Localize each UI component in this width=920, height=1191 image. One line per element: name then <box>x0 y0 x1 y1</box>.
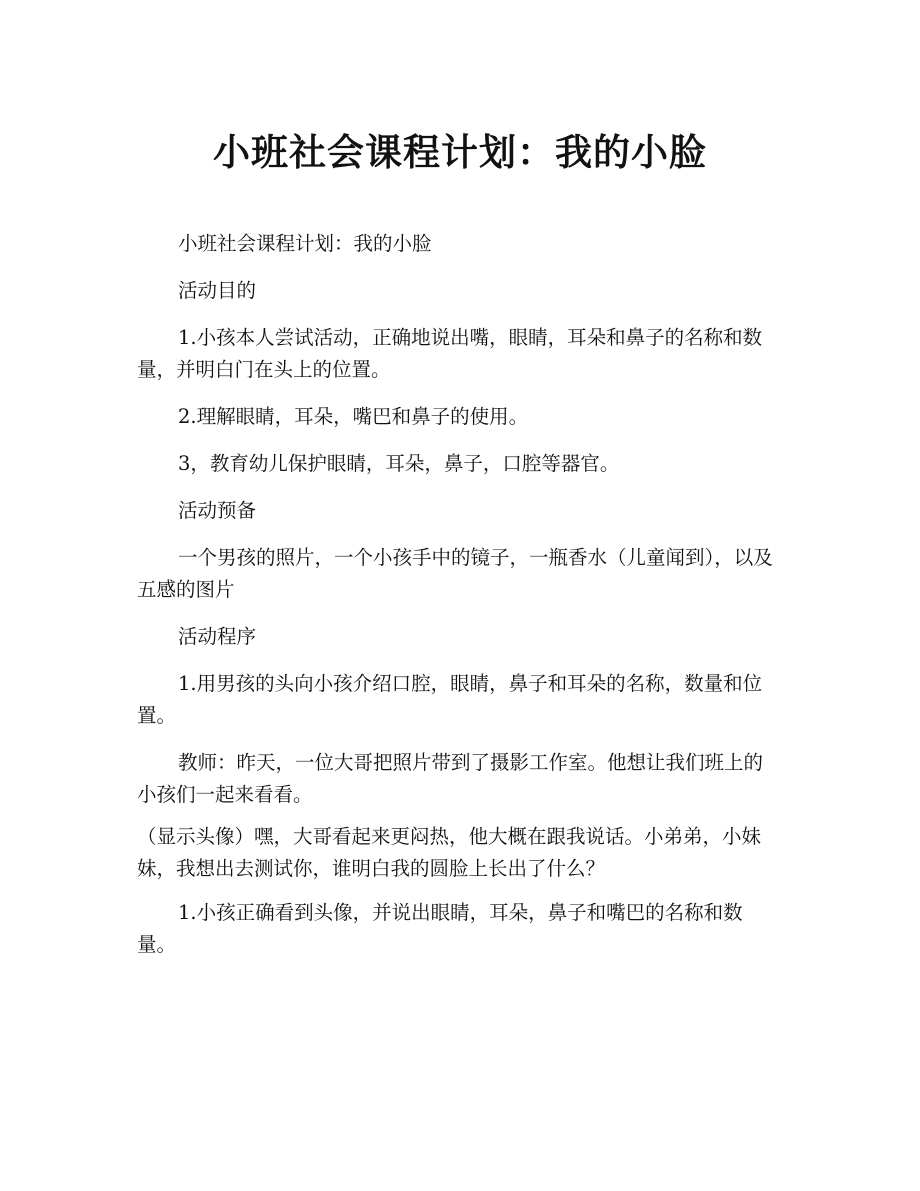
paragraph-goal-1: 1.小孩本人尝试活动，正确地说出嘴，眼睛，耳朵和鼻子的名称和数量，并明白门在头上的位置。 <box>137 326 763 381</box>
heading-activity-preparation: 活动预备 <box>178 499 257 522</box>
paragraph-preparation: 一个男孩的照片，一个小孩手中的镜子，一瓶香水（儿童闻到），以及五感的图片 <box>137 546 773 601</box>
document-title: 小班社会课程计划：我的小脸 <box>213 130 707 174</box>
paragraph-subtitle: 小班社会课程计划：我的小脸 <box>178 232 432 255</box>
paragraph-goal-3: 3，教育幼儿保护眼睛，耳朵，鼻子，口腔等器官。 <box>178 452 620 475</box>
heading-activity-procedure: 活动程序 <box>178 625 257 648</box>
paragraph-goal-2: 2.理解眼睛，耳朵，嘴巴和鼻子的使用。 <box>178 405 529 428</box>
paragraph-show-avatar: （显示头像）嘿，大哥看起来更闷热，他大概在跟我说话。小弟弟，小妹妹，我想出去测试你，谁明白我的圆脸上长出了什么？ <box>137 825 762 880</box>
document-body <box>137 228 777 976</box>
heading-activity-goal: 活动目的 <box>178 279 257 302</box>
paragraph-teacher-speech: 教师：昨天，一位大哥把照片带到了摄影工作室。他想让我们班上的小孩们一起来看看。 <box>137 751 764 806</box>
paragraph-child-response: 1.小孩正确看到头像，并说出眼睛，耳朵，鼻子和嘴巴的名称和数量。 <box>137 901 743 956</box>
paragraph-procedure-1: 1.用男孩的头向小孩介绍口腔，眼睛，鼻子和耳朵的名称，数量和位置。 <box>137 672 763 727</box>
